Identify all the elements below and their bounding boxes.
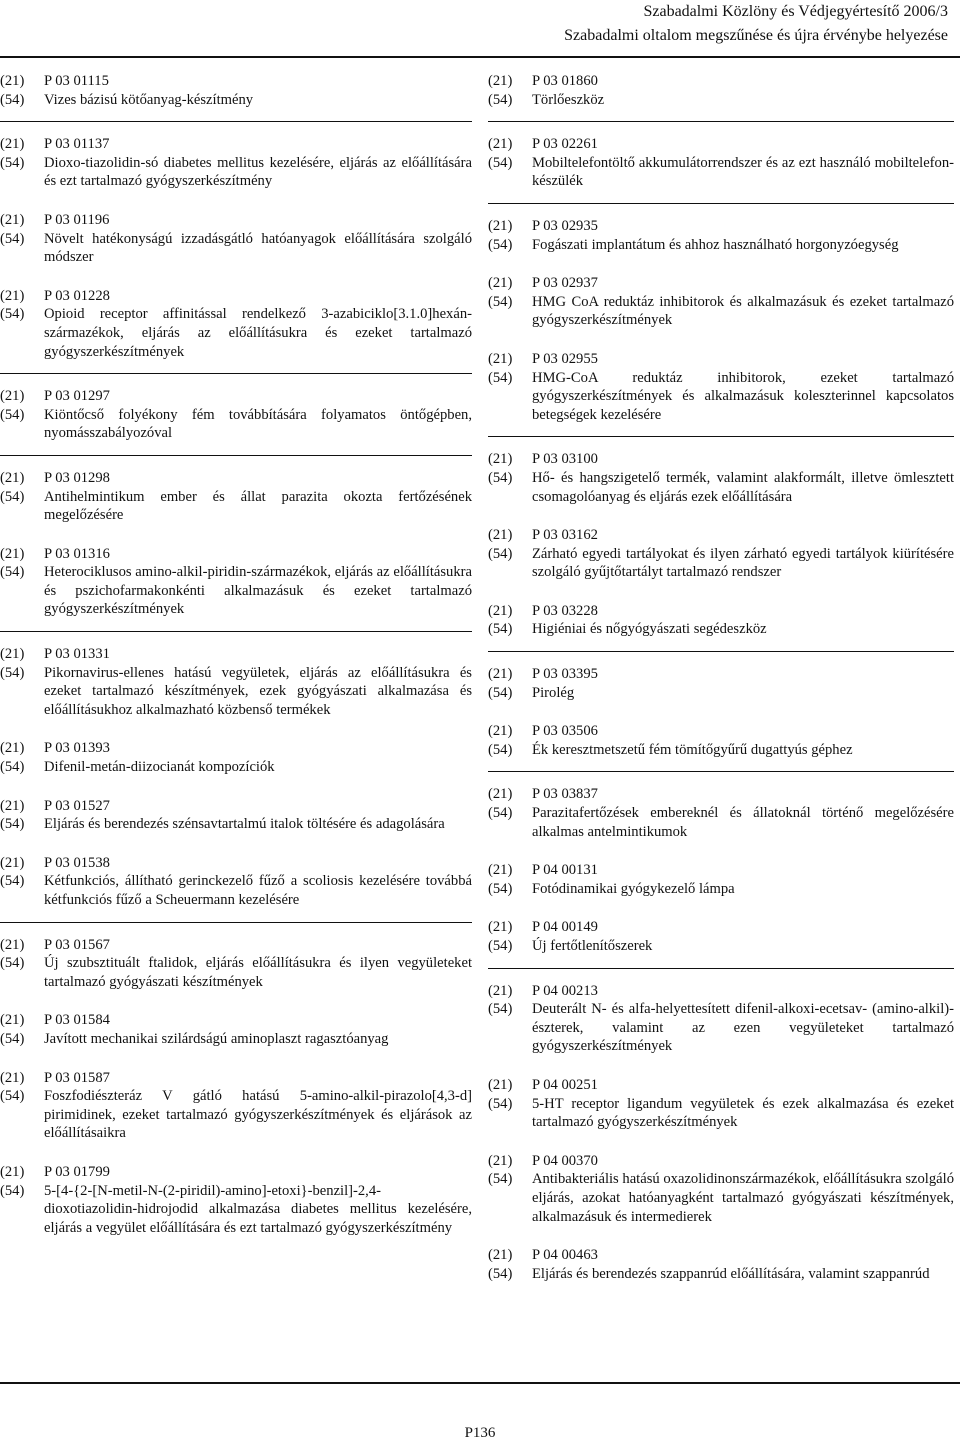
field-21-code: (21) (488, 666, 513, 683)
field-21-code: (21) (488, 136, 513, 153)
invention-title: Növelt hatékonyságú izzadásgátló hatóanyagok előállítására szolgáló módszer (44, 230, 472, 266)
entry-divider (0, 631, 472, 632)
patent-entry (0, 739, 472, 776)
field-54-code: (54) (488, 938, 513, 954)
entry-gap (0, 991, 472, 1011)
patent-entry (488, 217, 954, 254)
application-number: P 04 00370 (532, 1152, 598, 1169)
field-21-code: (21) (0, 1012, 25, 1029)
right-column (488, 72, 954, 1283)
patent-entry (488, 350, 954, 424)
invention-title: Javított mechanikai szilárdságú aminoplaszt ragasztóanyag (44, 1030, 389, 1047)
patent-entry (488, 274, 954, 330)
application-number: P 03 01297 (44, 388, 110, 405)
application-number: P 03 01584 (44, 1012, 110, 1029)
entry-divider (0, 455, 472, 456)
field-54-code: (54) (0, 91, 25, 108)
field-21-code: (21) (0, 740, 25, 757)
invention-title: Antihelmintikum ember és állat parazita okozta fertőzésének megelőzésére (44, 488, 472, 524)
field-54-code: (54) (0, 873, 25, 890)
field-21-code: (21) (0, 646, 25, 663)
field-21-code: (21) (488, 786, 513, 803)
application-number: P 03 03506 (532, 723, 598, 740)
field-54-code: (54) (488, 621, 513, 638)
application-number: P 04 00463 (532, 1247, 598, 1264)
patent-entry (488, 785, 954, 841)
invention-title: Pikornavirus-ellenes hatású vegyületek, eljárás az előállításukra és ezeket tartalmazó készítmények, ezek gyógyászati alkalmazása és előállításukhoz alkalmazható közbenső termékek (44, 664, 472, 718)
entry-gap (488, 898, 954, 918)
invention-title: Eljárás és berendezés szappanrúd előállítására, valamint szappanrúd (532, 1265, 930, 1282)
entry-divider (0, 121, 472, 122)
patent-entry (0, 469, 472, 525)
entry-divider (488, 436, 954, 437)
patent-entry (0, 797, 472, 834)
application-number: P 03 02955 (532, 350, 598, 367)
invention-title: Hő- és hangszigetelő termék, valamint alakformált, illetve ömlesztett csomagolóanyag és eljárás ezek előállítására (532, 469, 954, 505)
invention-title: Ék keresztmetszetű fém tömítőgyűrű dugattyús géphez (532, 741, 853, 758)
application-number: P 04 00131 (532, 862, 598, 879)
application-number: P 03 02935 (532, 217, 598, 234)
patent-entry (0, 936, 472, 992)
entry-gap (0, 267, 472, 287)
patent-entry (0, 854, 472, 910)
field-54-code: (54) (488, 1265, 513, 1282)
page-header (248, 0, 948, 48)
patent-entry (488, 722, 954, 759)
patent-entry (0, 1011, 472, 1048)
application-number: P 04 00213 (532, 982, 598, 999)
invention-title: Difenil-metán-diizocianát kompozíciók (44, 759, 275, 776)
entry-gap (0, 1049, 472, 1069)
entry-gap (0, 191, 472, 211)
field-21-code: (21) (488, 862, 513, 879)
invention-title: Dioxo-tiazolidin-só diabetes mellitus kezelésére, eljárás az előállítására és ezt tartalmazó gyógyszerkészítmény (44, 154, 472, 190)
header-rule (0, 56, 960, 58)
field-21-code: (21) (0, 936, 25, 953)
field-21-code: (21) (0, 73, 25, 89)
entry-divider (0, 922, 472, 923)
patent-entry (488, 450, 954, 506)
entry-gap (0, 719, 472, 739)
patent-entry (488, 982, 954, 1056)
entry-gap (488, 841, 954, 861)
entry-divider (488, 121, 954, 122)
application-number: P 03 01115 (44, 73, 109, 89)
application-number: P 03 01393 (44, 740, 110, 757)
invention-title: Pirolég (532, 684, 575, 701)
invention-title: Opioid receptor affinitással rendelkező 3-azabiciklo[3.1.0]hexán-származékok, eljárás az előállításukra és ezeket tartalmazó gyógyszerkészítmények (44, 306, 472, 360)
application-number: P 03 01137 (44, 136, 110, 153)
field-21-code: (21) (488, 1247, 513, 1264)
entry-gap (488, 506, 954, 526)
invention-title: HMG-CoA reduktáz inhibitorok, ezeket tartalmazó gyógyszerkészítmények és alkalmazásuk koleszterinnel kapcsolatos betegségek kezelésére (532, 369, 954, 423)
field-54-code: (54) (0, 955, 25, 972)
field-54-code: (54) (488, 1001, 513, 1018)
application-number: P 03 01799 (44, 1163, 110, 1180)
entry-divider (488, 968, 954, 969)
patent-entry (0, 545, 472, 619)
section-title: Szabadalmi oltalom megszűnése és újra érvénybe helyezése (564, 27, 948, 44)
field-54-code: (54) (488, 805, 513, 822)
patent-entry (488, 1076, 954, 1132)
field-54-code: (54) (488, 469, 513, 486)
application-number: P 03 02937 (532, 275, 598, 292)
entry-gap (0, 834, 472, 854)
field-54-code: (54) (0, 1182, 25, 1199)
patent-entry (488, 1152, 954, 1226)
field-54-code: (54) (0, 406, 25, 423)
invention-title: Higiéniai és nőgyógyászati segédeszköz (532, 621, 767, 638)
application-number: P 03 01316 (44, 545, 110, 562)
invention-title: Foszfodiészteráz V gátló hatású 5-amino-alkil-pirazolo[4,3-d] pirimidinek, ezeket tartalmazó gyógyszerkészítmények és eljárások az előállításaikra (44, 1088, 472, 1142)
entry-gap (488, 1132, 954, 1152)
field-21-code: (21) (0, 1163, 25, 1180)
field-54-code: (54) (488, 293, 513, 310)
field-21-code: (21) (488, 602, 513, 619)
patent-entry (0, 1163, 472, 1237)
application-number: P 03 03395 (532, 666, 598, 683)
entry-divider (488, 651, 954, 652)
field-54-code: (54) (0, 154, 25, 171)
application-number: P 03 01298 (44, 469, 110, 486)
entry-gap (0, 777, 472, 797)
application-number: P 03 03100 (532, 451, 598, 468)
field-54-code: (54) (0, 759, 25, 776)
patent-entry (0, 211, 472, 267)
entry-divider (488, 203, 954, 204)
invention-title: HMG CoA reduktáz inhibitorok és alkalmazásuk és ezeket tartalmazó gyógyszerkészítmények (532, 293, 954, 329)
field-54-code: (54) (488, 684, 513, 701)
application-number: P 03 01567 (44, 936, 110, 953)
field-21-code: (21) (0, 287, 25, 304)
field-21-code: (21) (0, 1069, 25, 1086)
field-54-code: (54) (488, 369, 513, 386)
invention-title: Parazitafertőzések embereknél és állatoknál történő megelőzésére alkalmas antelmintikumok (532, 805, 954, 840)
patent-entry (0, 135, 472, 191)
invention-title: Deuterált N- és alfa-helyettesített difenil-alkoxi-ecetsav- (amino-alkil)-észterek, valamint az ezen vegyületeket tartalmazó gyógyszerkészítmények (532, 1001, 954, 1055)
field-54-code: (54) (488, 1095, 513, 1112)
invention-title: Kiöntőcső folyékony fém továbbítására folyamatos öntőgépben, nyomásszabályozóval (44, 406, 472, 442)
entry-divider (0, 373, 472, 374)
invention-title: Zárható egyedi tartályokat és ilyen zárható egyedi tartályok kiürítésére szolgáló gyűjtőtartályt tartalmazó rendszer (532, 545, 954, 581)
field-21-code: (21) (488, 350, 513, 367)
patent-entry (488, 861, 954, 898)
field-21-code: (21) (0, 136, 25, 153)
patent-entry (0, 287, 472, 361)
field-21-code: (21) (0, 545, 25, 562)
field-21-code: (21) (488, 73, 513, 89)
patent-entry (0, 645, 472, 719)
field-54-code: (54) (0, 816, 25, 833)
field-54-code: (54) (488, 154, 513, 171)
application-number: P 03 01538 (44, 854, 110, 871)
field-54-code: (54) (0, 306, 25, 323)
invention-title: Fotódinamikai gyógykezelő lámpa (532, 880, 735, 897)
journal-title: Szabadalmi Közlöny és Védjegyértesítő 2006/3 (643, 3, 948, 20)
field-54-code: (54) (488, 741, 513, 758)
invention-title: Mobiltelefontöltő akkumulátorrendszer és az ezt használó mobiltelefon-készülék (532, 154, 954, 190)
application-number: P 03 01860 (532, 73, 598, 89)
field-54-code: (54) (0, 488, 25, 505)
field-21-code: (21) (0, 388, 25, 405)
entry-gap (0, 1143, 472, 1163)
application-number: P 03 01196 (44, 211, 110, 228)
patent-entry (488, 526, 954, 582)
field-21-code: (21) (488, 451, 513, 468)
field-54-code: (54) (0, 230, 25, 247)
patent-entry (0, 72, 472, 109)
application-number: P 03 03837 (532, 786, 598, 803)
patent-entry (488, 72, 954, 109)
field-54-code: (54) (0, 664, 25, 681)
field-21-code: (21) (0, 854, 25, 871)
application-number: P 03 01228 (44, 287, 110, 304)
left-column (0, 72, 472, 1237)
patent-entry (488, 665, 954, 702)
application-number: P 03 02261 (532, 136, 598, 153)
page-number: P136 (464, 1425, 496, 1441)
field-21-code: (21) (488, 1076, 513, 1093)
footer-rule (0, 1382, 960, 1384)
entry-gap (488, 582, 954, 602)
field-21-code: (21) (0, 469, 25, 486)
field-21-code: (21) (0, 797, 25, 814)
patent-entry (488, 918, 954, 955)
invention-title: Törlőeszköz (532, 91, 605, 108)
field-54-code: (54) (0, 1088, 25, 1105)
invention-title: Új fertőtlenítőszerek (532, 938, 653, 954)
field-21-code: (21) (488, 919, 513, 936)
patent-entry (488, 602, 954, 639)
invention-title: Fogászati implantátum és ahhoz használható horgonyzóegység (532, 236, 899, 253)
invention-title: Kétfunkciós, állítható gerinckezelő fűző a scoliosis kezelésére továbbá kétfunkciós fűző a Scheuermann kezelésére (44, 873, 472, 908)
entry-gap (488, 702, 954, 722)
field-54-code: (54) (488, 545, 513, 562)
invention-title: Vizes bázisú kötőanyag-készítmény (44, 91, 254, 108)
entry-gap (488, 330, 954, 350)
field-54-code: (54) (488, 236, 513, 253)
patent-entry (488, 135, 954, 191)
application-number: P 03 01331 (44, 646, 110, 663)
invention-title: 5-[4-{2-[N-metil-N-(2-piridil)-amino]-etoxi}-benzil]-2,4-dioxotiazolidin-hidrojodid alkalmazása diabetes mellitus kezelésére, eljárás a vegyület előállítására és ezt tartalmazó gyógyszerkészítmény (44, 1182, 472, 1236)
application-number: P 03 01587 (44, 1069, 110, 1086)
field-54-code: (54) (0, 1030, 25, 1047)
field-54-code: (54) (488, 91, 513, 108)
field-21-code: (21) (488, 723, 513, 740)
application-number: P 04 00251 (532, 1076, 598, 1093)
invention-title: Heterociklusos amino-alkil-piridin-származékok, eljárás az előállításukra és pszichofarmakonkénti alkalmazásuk és ezeket tartalmazó gyógyszerkészítmények (44, 564, 472, 618)
field-21-code: (21) (488, 982, 513, 999)
field-21-code: (21) (488, 1152, 513, 1169)
invention-title: Eljárás és berendezés szénsavtartalmú italok töltésére és adagolására (44, 816, 445, 833)
field-21-code: (21) (488, 217, 513, 234)
field-21-code: (21) (0, 211, 25, 228)
application-number: P 04 00149 (532, 919, 598, 936)
patent-entry (0, 1069, 472, 1143)
application-number: P 03 03162 (532, 527, 598, 544)
field-21-code: (21) (488, 275, 513, 292)
field-21-code: (21) (488, 527, 513, 544)
invention-title: Antibakteriális hatású oxazolidinonszármazékok, előállításukra szolgáló eljárás, azokat hatóanyagként tartalmazó gyógyászati készítmények, alkalmazásuk és intermedierek (532, 1171, 954, 1225)
field-54-code: (54) (488, 880, 513, 897)
patent-entry (488, 1246, 954, 1283)
invention-title: 5-HT receptor ligandum vegyületek és ezek alkalmazása és ezeket tartalmazó gyógyszerkészítmények (532, 1095, 954, 1131)
patent-entry (0, 387, 472, 443)
entry-gap (488, 1226, 954, 1246)
application-number: P 03 03228 (532, 602, 598, 619)
entry-gap (488, 254, 954, 274)
entry-gap (488, 1056, 954, 1076)
application-number: P 03 01527 (44, 797, 110, 814)
entry-gap (0, 525, 472, 545)
entry-divider (488, 771, 954, 772)
invention-title: Új szubsztituált ftalidok, eljárás előállításukra és ilyen vegyületeket tartalmazó gyógyászati készítmények (44, 955, 472, 990)
field-54-code: (54) (0, 564, 25, 581)
field-54-code: (54) (488, 1171, 513, 1188)
